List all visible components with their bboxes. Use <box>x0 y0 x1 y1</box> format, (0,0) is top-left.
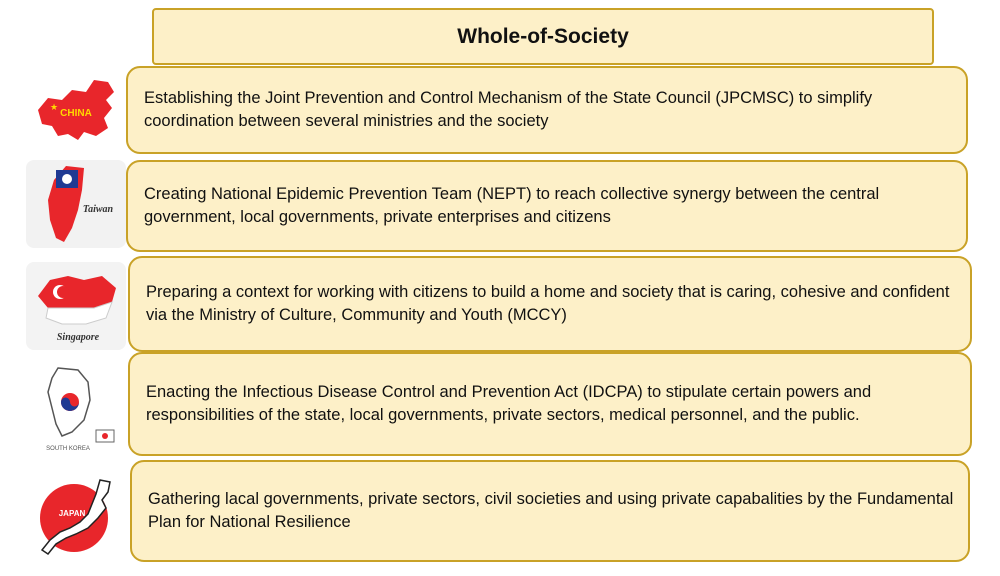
row-box-taiwan <box>126 160 968 252</box>
row-box-japan <box>130 460 970 562</box>
title-box <box>152 8 934 65</box>
china-label: CHINA <box>60 108 92 119</box>
row-text-japan: Gathering lacal governments, private sectors, civil societies and using private capabalities by the Fundamental Plan for National Resilience <box>148 490 954 531</box>
singapore-label: Singapore <box>56 332 100 343</box>
south-korea-map-icon <box>28 364 128 452</box>
south-korea-label: SOUTH KOREA <box>46 446 90 452</box>
taiwan-map-icon <box>26 160 126 248</box>
singapore-map-icon <box>26 262 126 350</box>
row-text-south-korea: Enacting the Infectious Disease Control and Prevention Act (IDCPA) to stipulate certain powers and responsibilities of the state, local governments, private sectors, medical personnel, and the public. <box>146 383 872 424</box>
japan-map-icon <box>30 474 130 562</box>
row-box-china <box>126 66 968 154</box>
taiwan-label: Taiwan <box>82 204 114 215</box>
china-map-icon <box>28 70 128 158</box>
row-box-south-korea <box>128 352 972 456</box>
svg-text:★: ★ <box>50 102 59 112</box>
diagram-title: Whole-of-Society <box>457 24 629 48</box>
japan-label: JAPAN <box>58 509 86 518</box>
row-box-singapore <box>128 256 972 352</box>
row-text-taiwan: Creating National Epidemic Prevention Team (NEPT) to reach collective synergy between the central government, local governments, private enterprises and citizens <box>144 185 880 226</box>
row-text-singapore: Preparing a context for working with citizens to build a home and society that is caring, cohesive and confident via the Ministry of Culture, Community and Youth (MCCY) <box>146 283 950 324</box>
row-text-china: Establishing the Joint Prevention and Control Mechanism of the State Council (JPCMSC) to simplify coordination between several ministries and the society <box>144 89 873 130</box>
